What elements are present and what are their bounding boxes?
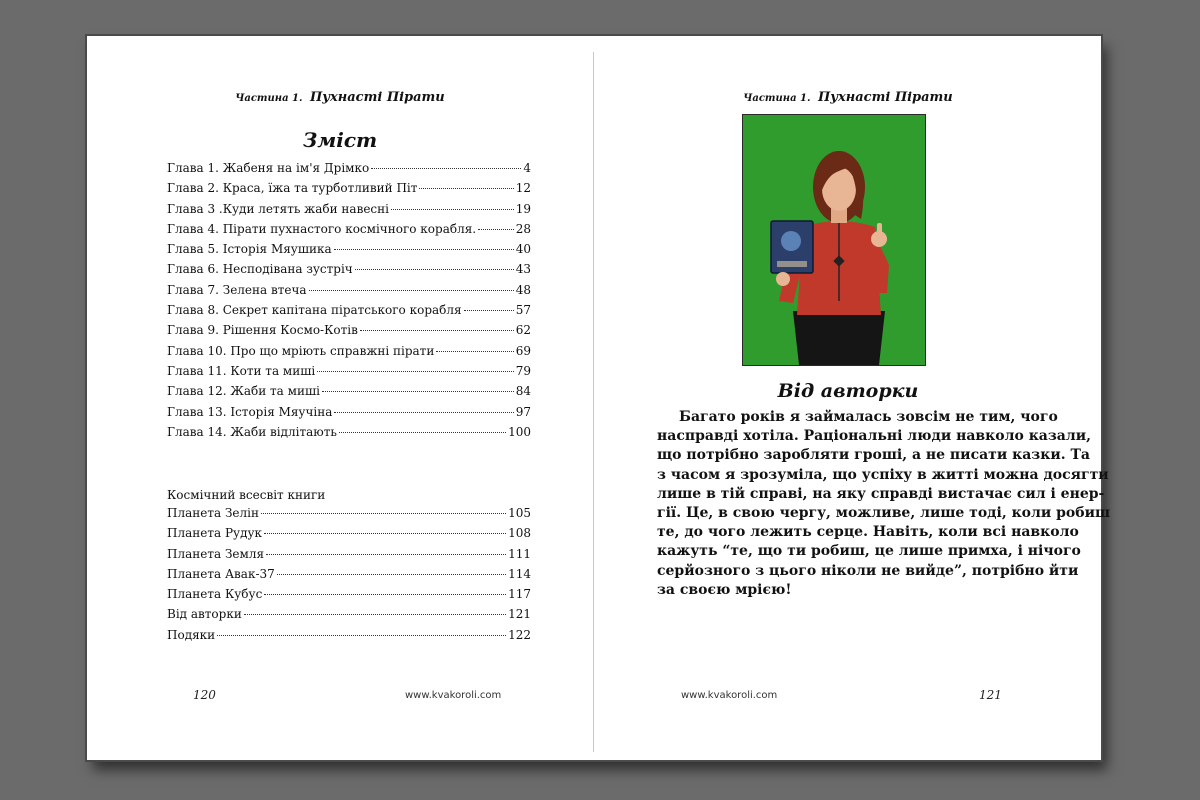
toc-entry-label: Глава 1. Жабеня на ім'я Дрімко xyxy=(167,161,370,175)
toc-entry-label: Планета Кубус xyxy=(167,587,263,602)
toc-entry-label: Планета Рудук xyxy=(167,526,263,541)
toc-entry-label: Глава 9. Рішення Космо-Котів xyxy=(167,323,358,338)
toc-entry xyxy=(167,161,531,181)
toc-entry xyxy=(167,364,531,384)
dot-leader xyxy=(371,168,521,169)
toc-entry-label: Подяки xyxy=(167,627,216,642)
dot-leader xyxy=(334,249,514,250)
about-author-text xyxy=(657,408,1111,600)
toc-entry-page: 40 xyxy=(515,242,531,257)
toc-entry-page: 4 xyxy=(523,161,531,175)
toc-entry xyxy=(167,303,531,323)
page-number-right: 121 xyxy=(979,688,1002,702)
book-spread xyxy=(87,36,1111,760)
toc-entry-label: Глава 5. Історія Мяушика xyxy=(167,242,332,257)
toc-entry-label: Глава 11. Коти та миші xyxy=(167,363,316,378)
toc-entry-label: Глава 13. Історія Мяучіна xyxy=(167,404,333,419)
paragraph-line: насправді хотіла. Раціональні люди навколо казали, xyxy=(657,428,1092,445)
toc-entry xyxy=(167,283,531,303)
toc-entry xyxy=(167,181,531,201)
dot-leader xyxy=(436,351,513,352)
toc-entry xyxy=(167,547,531,567)
paragraph-line: те, до чого лежить серце. Навіть, коли всі навколо xyxy=(657,524,1079,541)
toc-entry xyxy=(167,262,531,282)
toc-entry-page: 12 xyxy=(515,181,531,196)
paragraph-line: з часом я зрозуміла, що успіху в житті можна досягти xyxy=(657,466,1109,483)
right-page xyxy=(595,36,1111,760)
paragraph-line: що потрібно заробляти гроші, а не писати казки. Та xyxy=(657,447,1090,464)
toc-section-heading: Космічний всесвіт книги xyxy=(167,488,326,502)
toc-entry-label: Глава 2. Краса, їжа та турботливий Піт xyxy=(167,181,418,196)
toc-entry-page: 84 xyxy=(515,384,531,399)
toc-entry xyxy=(167,526,531,546)
toc-entry-page: 100 xyxy=(508,424,531,439)
author-photo xyxy=(742,114,926,366)
about-author-heading: Від авторки xyxy=(777,380,919,402)
toc-entry-page: 108 xyxy=(508,526,531,541)
running-head-right xyxy=(595,90,1101,105)
toc-entry-label: Планета Земля xyxy=(167,546,265,561)
dot-leader xyxy=(261,513,506,514)
toc-entry xyxy=(167,405,531,425)
dot-leader xyxy=(277,574,506,575)
toc-title: Зміст xyxy=(302,128,378,152)
toc-entry xyxy=(167,425,531,445)
running-head-left xyxy=(87,90,593,105)
toc-entry xyxy=(167,344,531,364)
toc-entry-label: Глава 14. Жаби відлітають xyxy=(167,424,337,439)
toc-entry-label: Планета Авак-37 xyxy=(167,566,275,581)
toc-entry-page: 57 xyxy=(515,303,531,318)
toc-entry-page: 111 xyxy=(508,546,531,561)
toc-entry-page: 114 xyxy=(508,566,531,581)
toc-entry-page: 97 xyxy=(515,404,531,419)
running-head-title: Пухнасті Пірати xyxy=(817,90,953,105)
dot-leader xyxy=(244,614,506,615)
paragraph-line: лише в тій справі, на яку справді вистачає сил і енер- xyxy=(657,485,1105,502)
toc-entry-page: 62 xyxy=(515,323,531,338)
toc-entry-label: Глава 10. Про що мріють справжні пірати xyxy=(167,343,435,358)
website-right: www.kvakoroli.com xyxy=(681,690,778,701)
toc-entry-page: 121 xyxy=(508,607,531,622)
toc-entry xyxy=(167,607,531,627)
toc-entry xyxy=(167,567,531,587)
toc-entry xyxy=(167,202,531,222)
dot-leader xyxy=(419,188,513,189)
toc-entry xyxy=(167,323,531,343)
toc-entry-page: 105 xyxy=(508,506,531,520)
toc-entry-label: Глава 4. Пірати пухнастого космічного корабля. xyxy=(167,221,477,236)
dot-leader xyxy=(309,290,514,291)
dot-leader xyxy=(360,330,514,331)
toc-entry xyxy=(167,587,531,607)
author-portrait-illustration xyxy=(743,115,925,365)
page-number-left: 120 xyxy=(193,688,216,702)
toc-entry-page: 79 xyxy=(515,363,531,378)
dot-leader xyxy=(391,209,514,210)
dot-leader xyxy=(464,310,514,311)
dot-leader xyxy=(317,371,513,372)
dot-leader xyxy=(264,533,506,534)
toc-entry-label: Глава 8. Секрет капітана піратського корабля xyxy=(167,303,462,318)
toc-entry xyxy=(167,628,531,648)
toc-entry-page: 48 xyxy=(515,282,531,297)
gutter-divider xyxy=(593,52,594,752)
toc-entry-label: Глава 6. Несподівана зустріч xyxy=(167,262,353,277)
dot-leader xyxy=(478,229,514,230)
running-head-title: Пухнасті Пірати xyxy=(309,90,445,105)
paragraph-line: за своєю мрією! xyxy=(657,581,792,598)
toc-entry-page: 19 xyxy=(515,201,531,216)
toc-entry xyxy=(167,242,531,262)
running-head-part: Частина 1. xyxy=(235,93,303,104)
left-page xyxy=(87,36,593,760)
paragraph-line: Багато років я займалась зовсім не тим, чого xyxy=(679,409,1058,425)
toc-extra xyxy=(167,484,531,648)
dot-leader xyxy=(264,594,506,595)
dot-leader xyxy=(339,432,506,433)
toc-entry xyxy=(167,222,531,242)
toc-entry-page: 43 xyxy=(515,262,531,277)
toc-entry-label: Глава 3 .Куди летять жаби навесні xyxy=(167,201,389,216)
toc-entry-page: 69 xyxy=(515,343,531,358)
running-head-part: Частина 1. xyxy=(743,93,811,104)
dot-leader xyxy=(266,554,506,555)
toc-entry-label: Глава 7. Зелена втеча xyxy=(167,282,307,297)
toc-entry xyxy=(167,384,531,404)
toc-entry-label: Глава 12. Жаби та миші xyxy=(167,384,320,399)
toc-entry-page: 28 xyxy=(515,221,531,236)
dot-leader xyxy=(334,412,513,413)
toc-chapters xyxy=(167,161,531,445)
dot-leader xyxy=(355,269,514,270)
dot-leader xyxy=(322,391,514,392)
toc-entry-label: Від авторки xyxy=(167,607,242,622)
toc-entry xyxy=(167,506,531,526)
website-left: www.kvakoroli.com xyxy=(405,690,502,701)
toc-entry-page: 117 xyxy=(508,587,531,602)
toc-entry-label: Планета Зелін xyxy=(167,506,259,520)
paragraph-line: гії. Це, в свою чергу, можливе, лише тоді, коли робиш xyxy=(657,504,1111,521)
toc-entry-page: 122 xyxy=(508,627,531,642)
dot-leader xyxy=(217,635,506,636)
paragraph-line: серйозного з цього ніколи не вийде”, потрібно йти xyxy=(657,562,1079,579)
paragraph-line: кажуть “те, що ти робиш, це лише примха, і нічого xyxy=(657,543,1081,560)
